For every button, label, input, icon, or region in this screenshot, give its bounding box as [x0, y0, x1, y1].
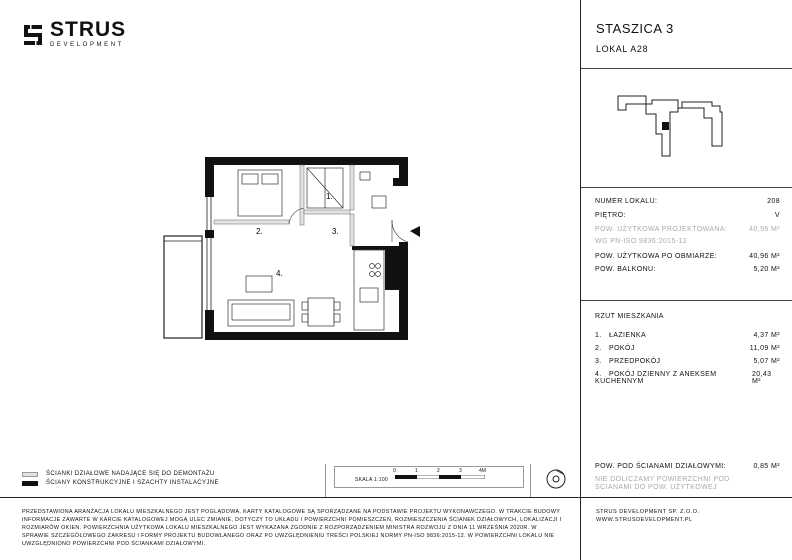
removable-swatch [22, 472, 38, 477]
building-title: STASZICA 3 [596, 21, 674, 36]
separator [581, 187, 792, 188]
detail-row: POW. UŻYTKOWA PROJEKTOWANA: 40,96 M² [595, 226, 780, 233]
strus-logo-icon [22, 23, 44, 47]
building-key-plan [616, 94, 746, 158]
scale-tick: 0 [393, 468, 396, 474]
kitchen [354, 250, 384, 330]
company-url[interactable]: WWW.STRUSDEVELOPMENT.PL [596, 517, 693, 523]
scale-label: SKALA 1:100 [355, 477, 389, 483]
separator [581, 300, 792, 301]
room-row: 1. ŁAZIENKA 4,37 M² [595, 332, 780, 339]
room-label-1: 1. [326, 192, 333, 201]
partition-note: ŚCIANAMI DO POW. UŻYTKOWEJ [595, 484, 718, 491]
footer-divider [0, 497, 792, 498]
scale-graphic [395, 475, 485, 479]
bed [238, 170, 282, 216]
scale-tick: 4M [479, 468, 486, 474]
unit-location-marker [662, 122, 669, 130]
detail-row: NUMER LOKALU: 208 [595, 198, 780, 205]
detail-row: WG PN-ISO 9836:2015-12 [595, 238, 688, 245]
legend-structural: ŚCIANY KONSTRUKCYJNE I SZACHTY INSTALACYJNE [22, 480, 219, 486]
brand-sub: DEVELOPMENT [50, 42, 124, 48]
rooms-title: RZUT MIESZKANIA [595, 313, 664, 320]
company-name: STRUS DEVELOPMENT SP. Z.O.O. [596, 509, 700, 515]
balcony [164, 236, 202, 338]
windows [207, 197, 211, 310]
structural-walls [205, 157, 408, 340]
room-label-4: 4. [276, 269, 283, 278]
panel-divider [580, 0, 581, 560]
detail-row: PIĘTRO: V [595, 212, 780, 219]
separator [581, 68, 792, 69]
room-label-3: 3. [332, 227, 339, 236]
company-info [596, 508, 699, 524]
legend-removable: ŚCIANKI DZIAŁOWE NADAJĄCE SIĘ DO DEMONTAŻU [22, 471, 215, 477]
divider [530, 464, 531, 497]
room-row: 2. POKÓJ 11,09 M² [595, 345, 780, 352]
structural-swatch [22, 481, 38, 486]
scale-tick: 1 [415, 468, 418, 474]
detail-row: POW. BALKONU: 5,20 M² [595, 266, 780, 273]
scale-tick: 3 [459, 468, 462, 474]
scale-bar [334, 466, 524, 488]
room-row: 3. PRZEDPOKÓJ 5,07 M² [595, 358, 780, 365]
detail-row: POW. UŻYTKOWA PO OBMIARZE: 40,96 M² [595, 253, 780, 260]
room-row: 4. POKÓJ DZIENNY Z ANEKSEM KUCHENNYM 20,43 M² [595, 371, 772, 385]
brand-logo [22, 20, 126, 49]
unit-title: LOKAL A28 [596, 44, 649, 54]
partition-area-row: POW. POD ŚCIANAMI DZIAŁOWYMI: 0,85 M² [595, 463, 780, 470]
bathroom-fixtures [307, 168, 386, 208]
partition-note: NIE DOLICZAMY POWIERZCHNI POD [595, 476, 730, 483]
divider [325, 464, 326, 497]
living-furniture [228, 276, 340, 326]
north-arrow-icon [545, 468, 567, 490]
scale-tick: 2 [437, 468, 440, 474]
entrance-arrow-icon [410, 226, 420, 237]
brand-name: STRUS [50, 18, 127, 41]
disclaimer: PRZEDSTAWIONA ARANŻACJA LOKALU MIESZKALNEGO JEST POGLĄDOWA. KARTY KATALOGOWE SĄ SPORZĄDZANE NA PODSTAWIE PROJEKTU WYKONAWCZEGO. W TRAKCIE BUDOWY INFORMACJE ZAWARTE W KARCIE KATALOGOWEJ MOGĄ ULEC ZMIANIE, DOTYCZY TO UKŁADU I POWIERZCHNI POMIESZCZEŃ, ROZMIESZCZENIA ŚCIANEK DZIAŁOWYCH, LOKALIZACJI I ROZMIARÓW OKIEN. POWIERZCHNIA UŻYTKOWA LOKALU MIESZKALNEGO JEST WYKAZANA ZGODNIE Z ROZPORZĄDZENIEM MINISTRA ROZWOJU Z DNIA 11 WRZEŚNIA 2020R. W SPRAWIE SZCZEGÓŁOWEGO ZAKRESU I FORMY PROJEKTU BUDOWLANEGO ORAZ PO UWZGLĘDNIENIU TREŚCI POLSKIEJ NORMY PN-ISO 9836:2015-12. W POWIERZCHNI LOKALU NIE UWZGLĘDNIONO POWIERZCHNI POD ŚCIANKAMI DZIAŁOWYMI. [22, 509, 562, 547]
room-label-2: 2. [256, 227, 263, 236]
floor-plan [160, 150, 430, 340]
